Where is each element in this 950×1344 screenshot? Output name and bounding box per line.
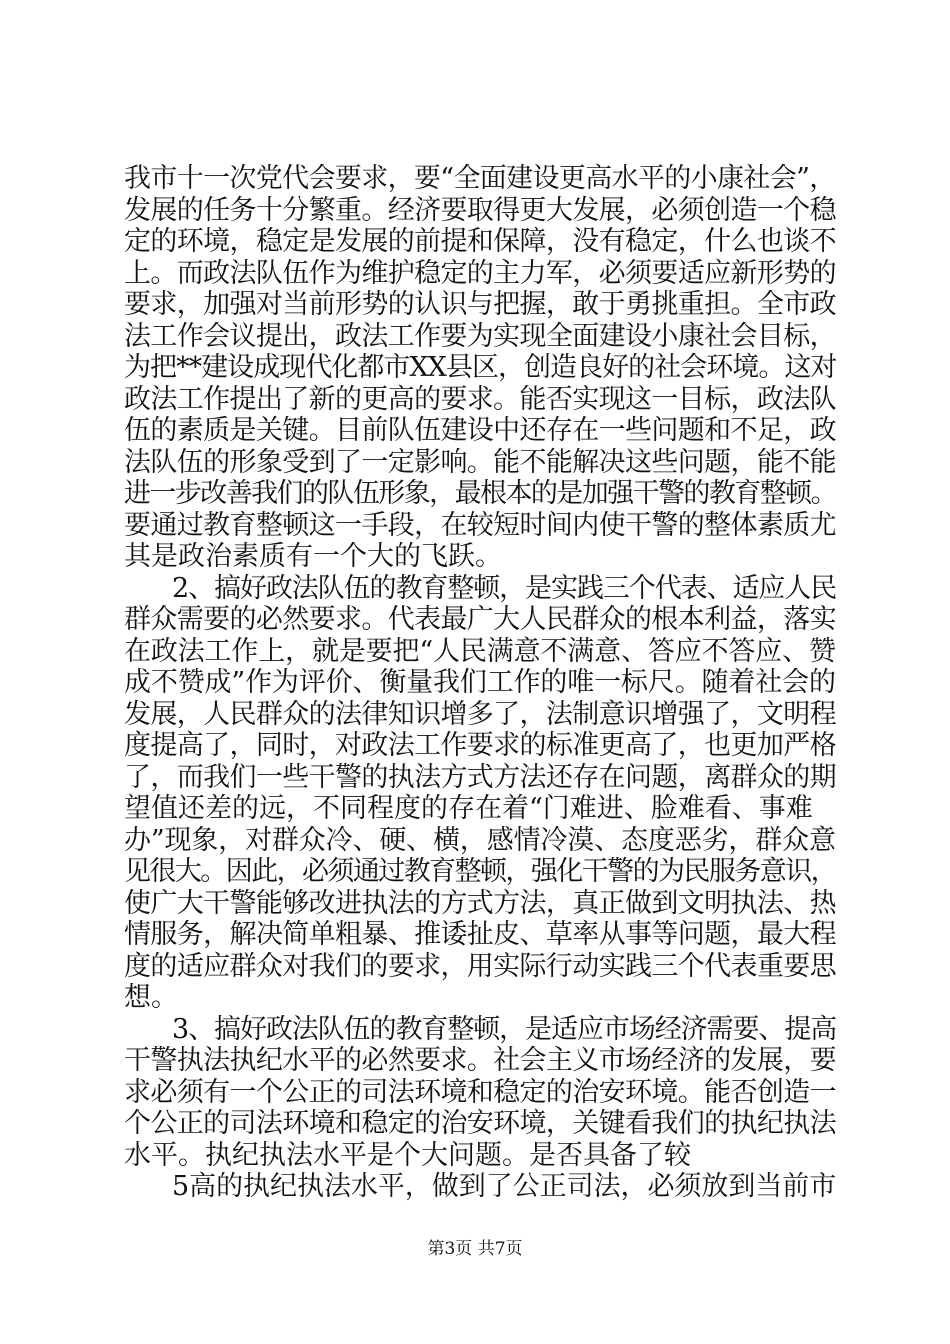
page-footer (0, 1238, 950, 1260)
text-line: 为把**建设成现代化都市XX县区，创造良好的社会环境。这对 (124, 352, 837, 383)
text-line: 办”现象，对群众冷、硬、横，感情冷漠、态度恶劣，群众意 (124, 824, 836, 856)
text-line: 3、搞好政法队伍的教育整顿，是适应市场经济需要、提高 (172, 1013, 837, 1045)
text-line: 上。而政法队伍作为维护稳定的主力军，必须要适应新形势的 (124, 257, 836, 289)
text-line: 进一步改善我们的队伍形象，最根本的是加强干警的教育整顿。 (124, 478, 837, 509)
text-line: 了，而我们一些干警的执法方式方法还存在问题，离群众的期 (124, 761, 836, 793)
text-line: 使广大干警能够改进执法的方式方法，真正做到文明执法、热 (124, 887, 836, 919)
text-line: 5高的执纪执法水平，做到了公正司法，必须放到当前市 (172, 1171, 837, 1202)
text-line: 度的适应群众对我们的要求，用实际行动实践三个代表重要思 (124, 950, 836, 982)
page-number-label: 第3页 共7页 (427, 1239, 523, 1259)
text-line: 个公正的司法环境和稳定的治安环境，关键看我们的执纪执法 (124, 1108, 836, 1139)
text-line: 政法工作提出了新的更高的要求。能否实现这一目标，政法队 (124, 383, 836, 415)
text-line: 成不赞成”作为评价、衡量我们工作的唯一标尺。随着社会的 (124, 667, 836, 698)
text-line: 想。 (124, 982, 178, 1013)
text-line: 度提高了，同时，对政法工作要求的标准更高了，也更加严格 (124, 730, 836, 761)
text-line: 定的环境，稳定是发展的前提和保障，没有稳定，什么也谈不 (124, 226, 836, 257)
document-body (124, 163, 836, 1203)
text-line: 伍的素质是关键。目前队伍建设中还存在一些问题和不足，政 (124, 415, 836, 446)
text-line: 群众需要的必然要求。代表最广大人民群众的根本利益，落实 (124, 604, 836, 635)
text-line: 法队伍的形象受到了一定影响。能不能解决这些问题，能不能 (124, 446, 836, 478)
text-line: 其是政治素质有一个大的飞跃。 (124, 541, 502, 572)
text-line: 干警执法执纪水平的必然要求。社会主义市场经济的发展，要 (124, 1045, 836, 1076)
text-line: 在政法工作上，就是要把“人民满意不满意、答应不答应、赞 (124, 635, 836, 667)
text-line: 我市十一次党代会要求，要“全面建设更高水平的小康社会”， (124, 163, 836, 194)
text-line: 要通过教育整顿这一手段，在较短时间内使干警的整体素质尤 (124, 509, 836, 541)
text-line: 情服务，解决简单粗暴、推诿扯皮、草率从事等问题，最大程 (124, 919, 836, 950)
text-line: 见很大。因此，必须通过教育整顿，强化干警的为民服务意识， (124, 856, 837, 887)
text-line: 求必须有一个公正的司法环境和稳定的治安环境。能否创造一 (124, 1076, 836, 1108)
text-line: 发展，人民群众的法律知识增多了，法制意识增强了，文明程 (124, 698, 836, 730)
text-line: 发展的任务十分繁重。经济要取得更大发展，必须创造一个稳 (124, 194, 836, 226)
text-line: 2、搞好政法队伍的教育整顿，是实践三个代表、适应人民 (172, 572, 837, 604)
text-line: 法工作会议提出，政法工作要为实现全面建设小康社会目标， (124, 320, 836, 352)
text-line: 要求，加强对当前形势的认识与把握，敢于勇挑重担。全市政 (124, 289, 836, 320)
text-line: 水平。执纪执法水平是个大问题。是否具备了较 (124, 1139, 691, 1171)
text-line: 望值还差的远，不同程度的存在着“门难进、脸难看、事难 (124, 793, 813, 824)
